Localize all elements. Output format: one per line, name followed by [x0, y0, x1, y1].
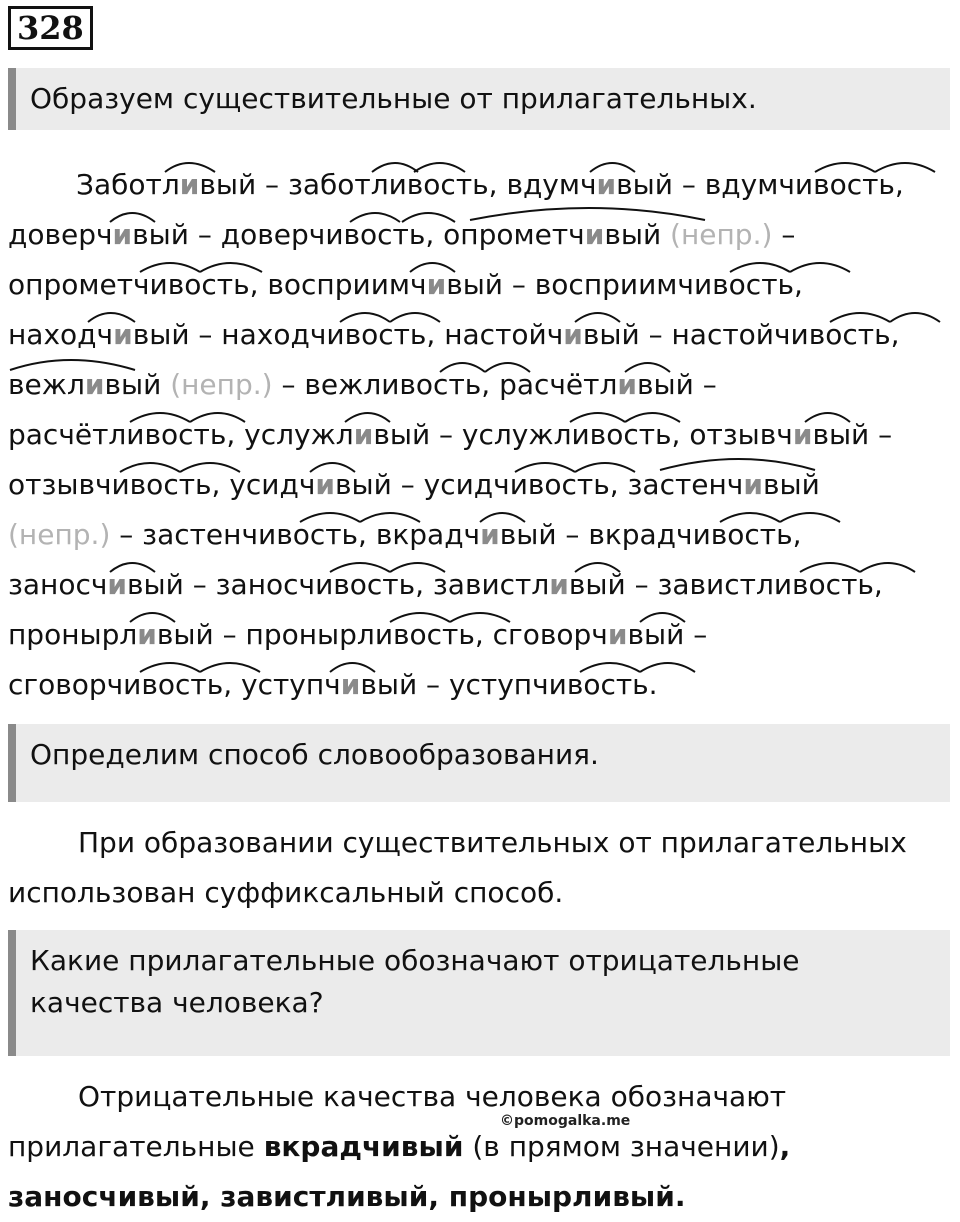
- exercise-number: 328: [8, 6, 93, 50]
- paragraph-line: [8, 210, 795, 260]
- highlighted-letter: и: [563, 318, 583, 351]
- answer-3: [8, 1072, 950, 1222]
- answer-2: [8, 818, 950, 918]
- text-segment: вежл: [8, 368, 85, 401]
- answer-3-bold-word: вкрадчивый: [263, 1130, 464, 1163]
- highlighted-letter: и: [596, 168, 617, 201]
- highlighted-letter: и: [792, 418, 813, 451]
- task-2-text: Определим способ словообразования.: [30, 738, 599, 771]
- paragraph-line: [8, 610, 707, 660]
- highlighted-letter: и: [113, 318, 133, 351]
- note-nepr: (непр.): [670, 218, 773, 251]
- text-segment: вый – находчивость, настойч: [132, 318, 564, 351]
- highlighted-letter: и: [549, 568, 569, 601]
- text-segment: находч: [8, 318, 114, 351]
- answer-2-line-1: При образовании существительных от прилагательных: [78, 826, 907, 859]
- paragraph-line: [8, 360, 717, 410]
- watermark: ©pomogalka.me: [500, 1113, 631, 1129]
- answer-3-comma: ,: [779, 1130, 791, 1163]
- highlighted-letter: и: [607, 618, 628, 651]
- text-segment: вый – вкрадчивость,: [499, 518, 802, 551]
- task-bar-2: [8, 724, 950, 802]
- answer-3-line-1: Отрицательные качества человека обозначают: [78, 1080, 787, 1113]
- task-3-line-1: Какие прилагательные обозначают отрицательные: [30, 944, 800, 977]
- text-segment: пронырл: [8, 618, 138, 651]
- highlighted-letter: и: [480, 518, 500, 551]
- paragraph-line: [8, 260, 803, 310]
- note-nepr: (непр.): [170, 368, 273, 401]
- text-segment: вый – восприимчивость,: [446, 268, 803, 301]
- text-segment: вый: [762, 468, 820, 501]
- text-segment: заносч: [8, 568, 108, 601]
- text-segment: вый –: [637, 368, 717, 401]
- note-nepr: (непр.): [8, 518, 111, 551]
- paragraph-line: [8, 310, 899, 360]
- text-segment: вый – заносчивость, завистл: [127, 568, 550, 601]
- text-segment: – вежливость, расчётл: [272, 368, 618, 401]
- text-segment: расчётливость, услужл: [8, 418, 354, 451]
- task-1-text: Образуем существительные от прилагательных.: [30, 82, 757, 115]
- text-segment: вый: [604, 218, 671, 251]
- task-bar-1: [8, 68, 950, 130]
- text-segment: сговорчивость, уступч: [8, 668, 341, 701]
- text-segment: вый – заботливость, вдумч: [199, 168, 597, 201]
- highlighted-letter: и: [107, 568, 128, 601]
- text-segment: вый – вдумчивость,: [616, 168, 904, 201]
- answer-3-line-3: заносчивый, завистливый, пронырливый.: [8, 1180, 686, 1213]
- answer-3-note: (в прямом значении): [463, 1130, 780, 1163]
- highlighted-letter: и: [743, 468, 763, 501]
- paragraph-line: [76, 160, 904, 210]
- text-segment: Заботл: [76, 168, 180, 201]
- highlighted-letter: и: [353, 418, 374, 451]
- paragraph-line: [8, 660, 658, 710]
- task-3-line-2: качества человека?: [30, 986, 324, 1019]
- text-segment: отзывчивость, усидч: [8, 468, 316, 501]
- text-segment: вый – завистливость,: [568, 568, 883, 601]
- word-formation-paragraph: [8, 160, 950, 720]
- text-segment: вый – услужливость, отзывч: [373, 418, 793, 451]
- text-segment: доверч: [8, 218, 113, 251]
- paragraph-line: [8, 560, 883, 610]
- highlighted-letter: и: [617, 368, 637, 401]
- text-segment: –: [772, 218, 796, 251]
- highlighted-letter: и: [584, 218, 605, 251]
- answer-3-line-2: [8, 1122, 950, 1172]
- paragraph-line: [8, 410, 892, 460]
- highlighted-letter: и: [137, 618, 157, 651]
- text-segment: – застенчивость, вкрадч: [110, 518, 481, 551]
- text-segment: вый – уступчивость.: [360, 668, 658, 701]
- highlighted-letter: и: [340, 668, 361, 701]
- text-segment: опрометчивость, восприимч: [8, 268, 427, 301]
- answer-2-line-2: использован суффиксальный способ.: [8, 876, 564, 909]
- text-segment: вый: [104, 368, 171, 401]
- text-segment: вый – доверчивость, опрометч: [132, 218, 585, 251]
- text-segment: вый –: [627, 618, 708, 651]
- task-bar-3: [8, 930, 950, 1056]
- paragraph-line: [8, 460, 820, 510]
- text-segment: вый –: [812, 418, 893, 451]
- highlighted-letter: и: [426, 268, 447, 301]
- paragraph-line: [8, 510, 802, 560]
- highlighted-letter: и: [315, 468, 336, 501]
- highlighted-letter: и: [179, 168, 200, 201]
- text-segment: вый – пронырливость, сговорч: [156, 618, 608, 651]
- highlighted-letter: и: [112, 218, 133, 251]
- answer-3-prefix: прилагательные: [8, 1130, 264, 1163]
- highlighted-letter: и: [84, 368, 105, 401]
- text-segment: вый – настойчивость,: [582, 318, 900, 351]
- text-segment: вый – усидчивость, застенч: [335, 468, 744, 501]
